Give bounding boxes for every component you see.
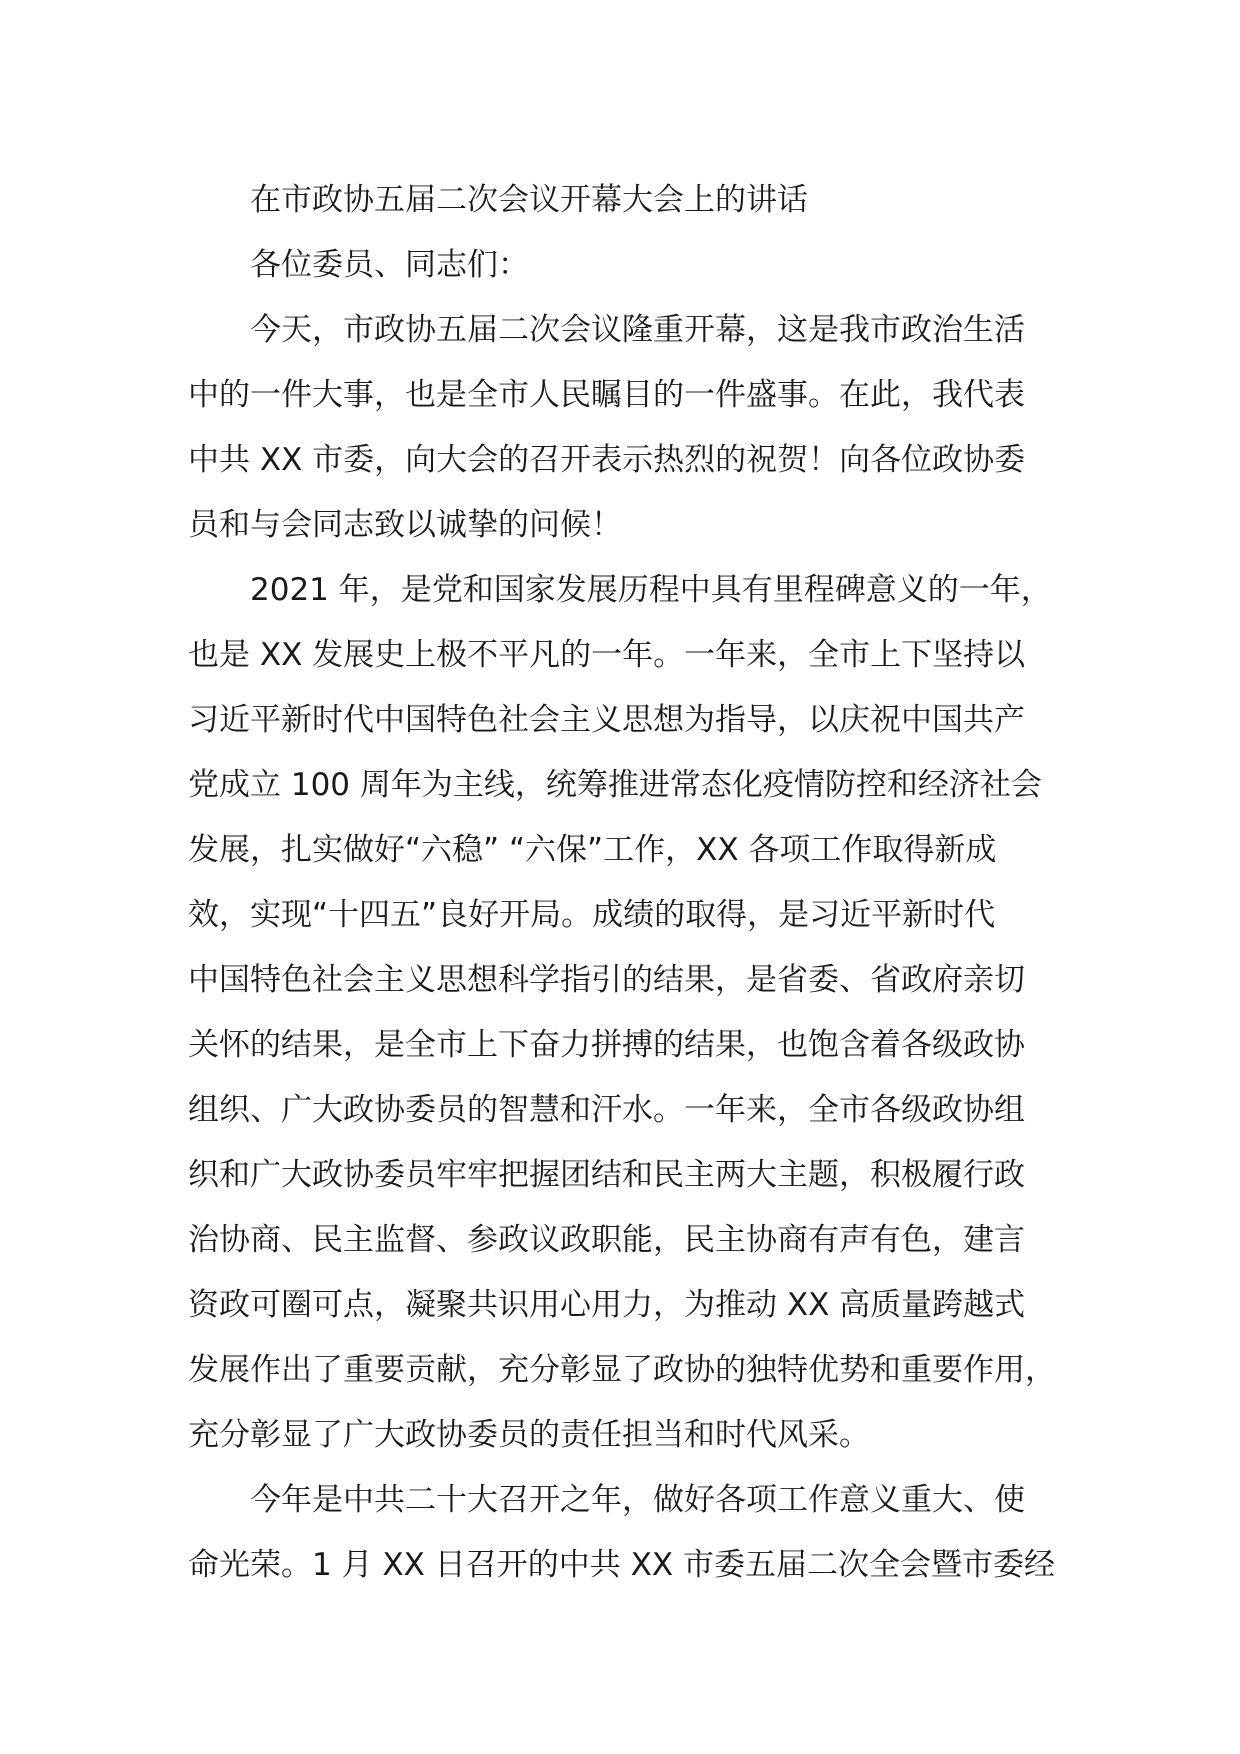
paragraph-line: 发展，扎实做好“六稳” “六保”工作，XX 各项工作取得新成 (188, 832, 997, 868)
salutation: 各位委员、同志们： (250, 247, 529, 283)
paragraph-line: 也是 XX 发展史上极不平凡的一年。一年来，全市上下坚持以 (188, 637, 1026, 673)
paragraph-line: 中国特色社会主义思想科学指引的结果，是省委、省政府亲切 (188, 962, 1025, 998)
paragraph-line: 中共 XX 市委，向大会的召开表示热烈的祝贺！向各位政协委 (188, 442, 1026, 478)
paragraph-line: 习近平新时代中国特色社会主义思想为指导，以庆祝中国共产 (188, 702, 1025, 738)
paragraph-line: 2021 年，是党和国家发展历程中具有里程碑意义的一年， (250, 572, 1052, 608)
paragraph-line: 组织、广大政协委员的智慧和汗水。一年来，全市各级政协组 (188, 1092, 1025, 1128)
paragraph-line: 员和与会同志致以诚挚的问候！ (188, 507, 622, 543)
paragraph-line: 治协商、民主监督、参政议政职能，民主协商有声有色，建言 (188, 1222, 1025, 1258)
paragraph-line: 充分彰显了广大政协委员的责任担当和时代风采。 (188, 1417, 870, 1453)
paragraph-line: 中的一件大事，也是全市人民瞩目的一件盛事。在此，我代表 (188, 377, 1025, 413)
paragraph-line: 关怀的结果，是全市上下奋力拼搏的结果，也饱含着各级政协 (188, 1027, 1025, 1063)
paragraph-line: 党成立 100 周年为主线，统筹推进常态化疫情防控和经济社会 (188, 767, 1042, 803)
paragraph-line: 命光荣。1 月 XX 日召开的中共 XX 市委五届二次全会暨市委经 (188, 1547, 1055, 1583)
paragraph-line: 织和广大政协委员牢牢把握团结和民主两大主题，积极履行政 (188, 1157, 1025, 1193)
paragraph-line: 发展作出了重要贡献，充分彰显了政协的独特优势和重要作用， (188, 1352, 1056, 1388)
paragraph-line: 今天，市政协五届二次会议隆重开幕，这是我市政治生活 (250, 312, 1025, 348)
paragraph-line: 资政可圈可点，凝聚共识用心用力，为推动 XX 高质量跨越式 (188, 1287, 1026, 1323)
paragraph-line: 效，实现“十四五”良好开局。成绩的取得，是习近平新时代 (188, 897, 996, 933)
document-body (188, 168, 1088, 1598)
document-title: 在市政协五届二次会议开幕大会上的讲话 (250, 182, 808, 218)
paragraph-line: 今年是中共二十大召开之年，做好各项工作意义重大、使 (250, 1482, 1025, 1518)
